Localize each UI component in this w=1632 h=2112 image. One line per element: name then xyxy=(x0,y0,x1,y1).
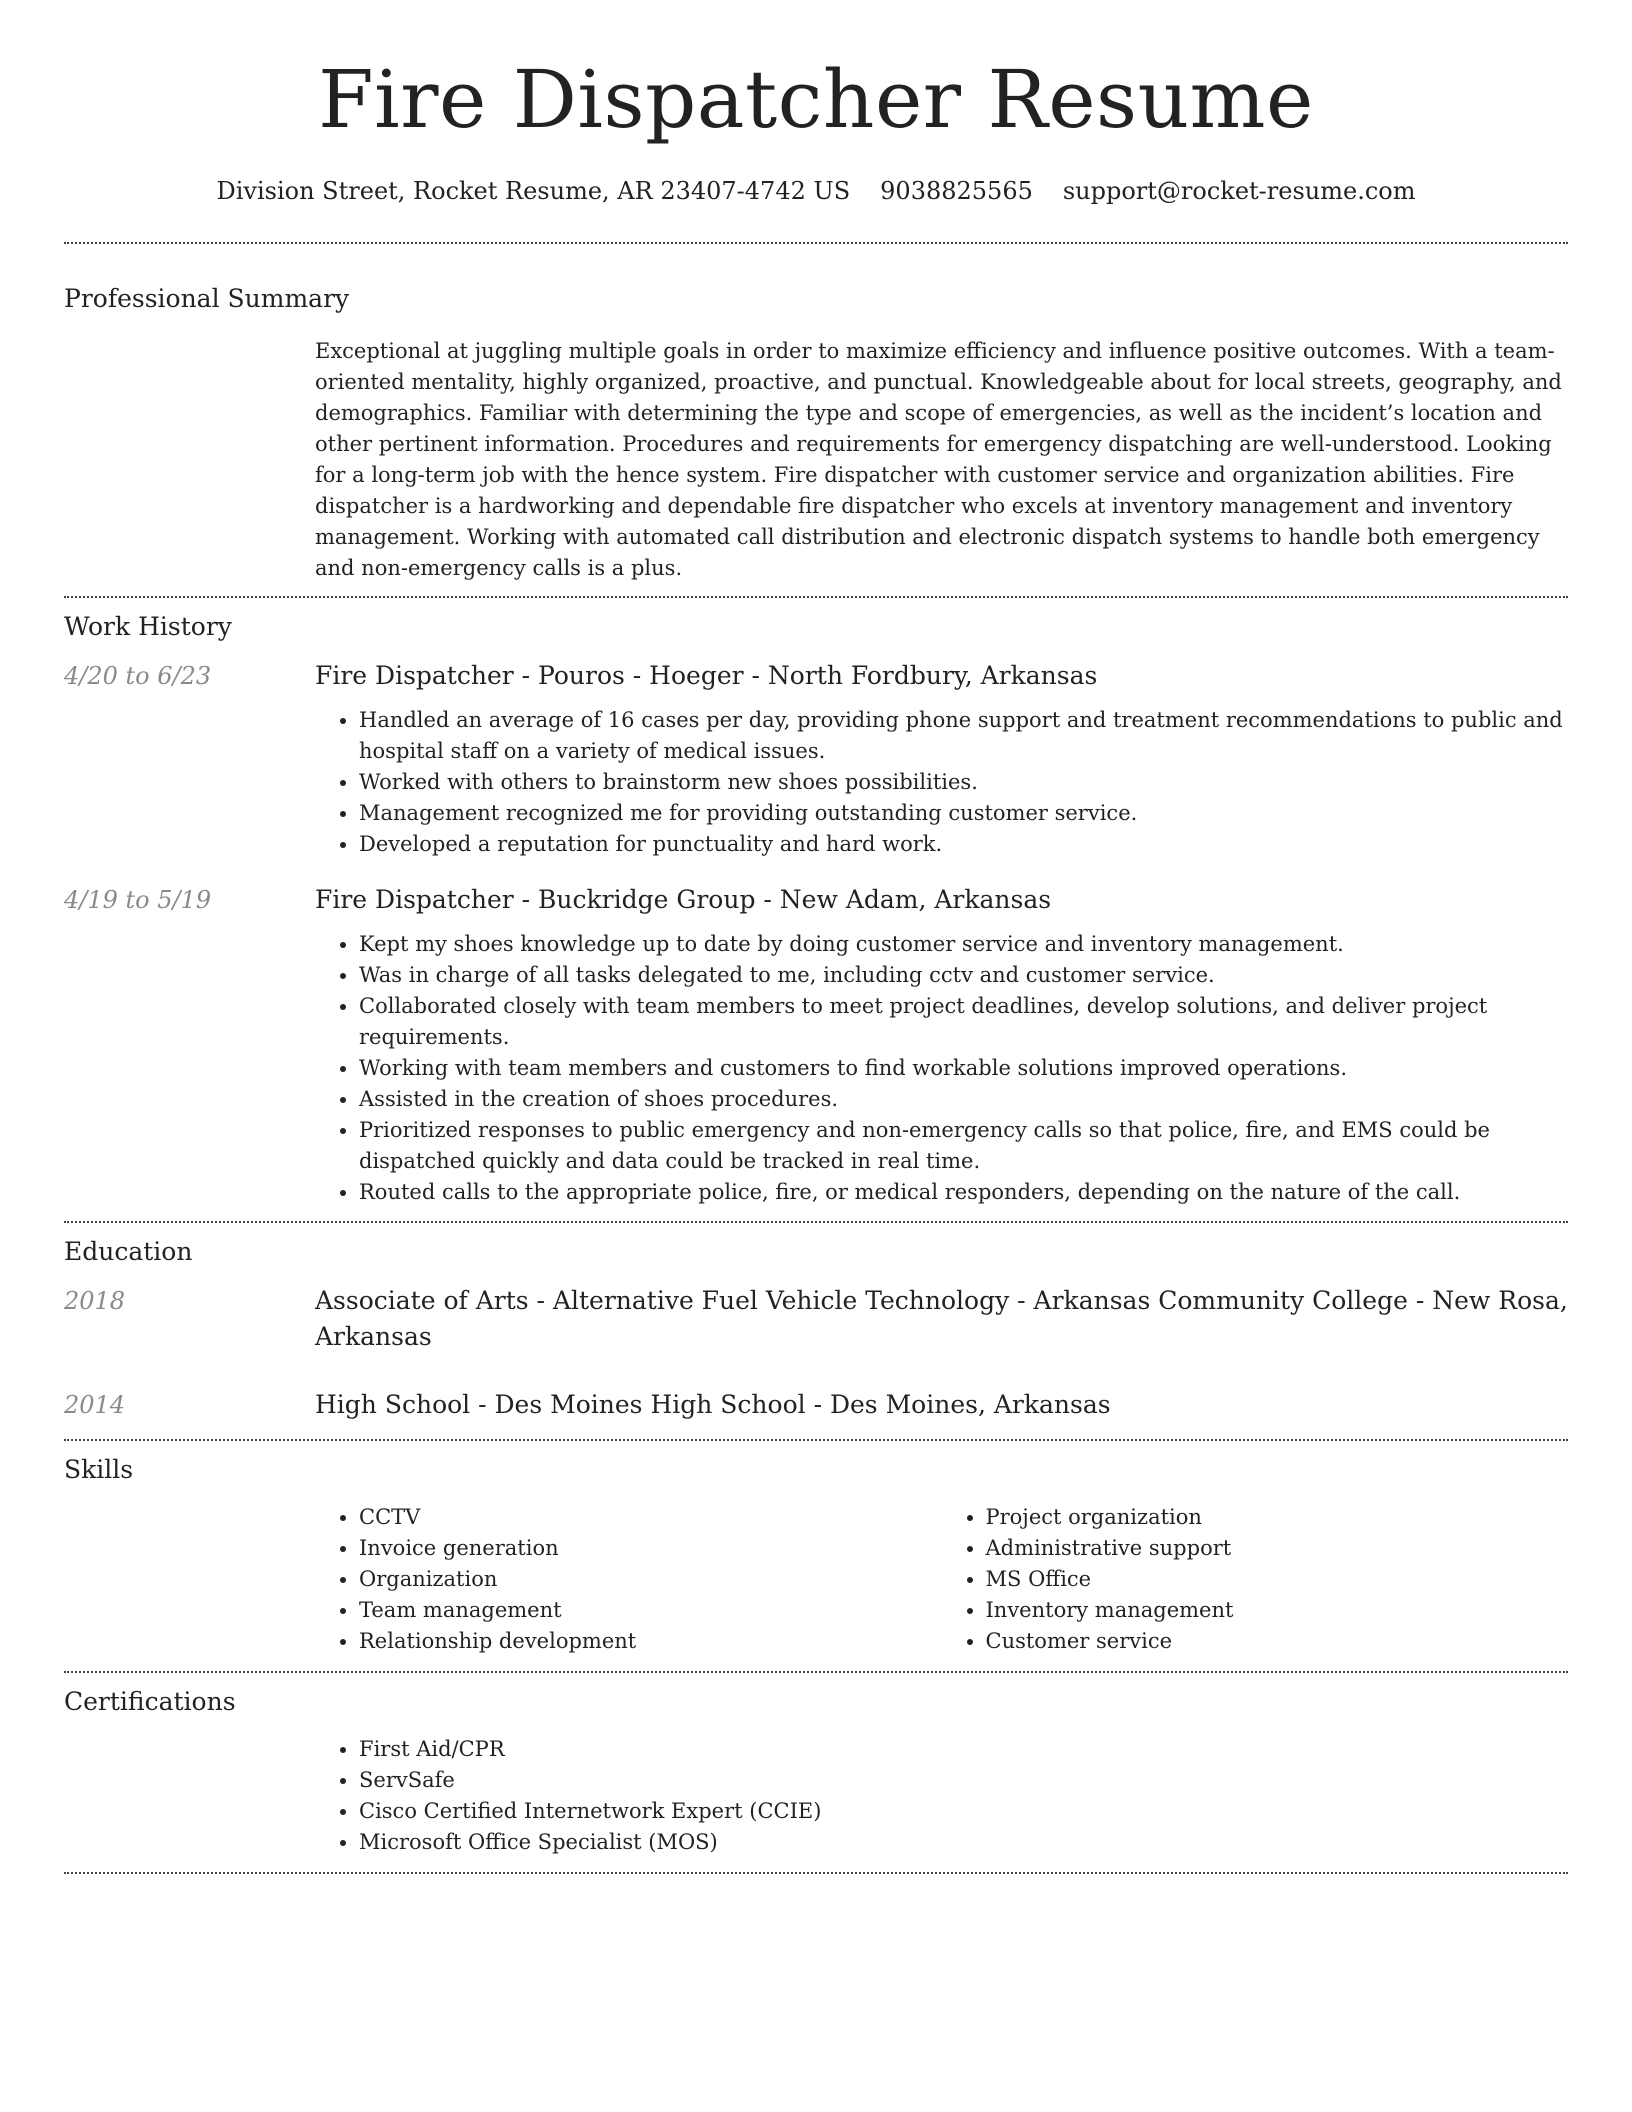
section-title-skills: Skills xyxy=(64,1455,134,1484)
job-bullets xyxy=(315,929,1568,1208)
skills-list-right xyxy=(942,1502,1569,1657)
list-item: • Organization xyxy=(359,1564,942,1595)
list-item: • Inventory management xyxy=(986,1595,1569,1626)
section-title-work: Work History xyxy=(64,612,232,641)
job-entry xyxy=(64,658,1568,860)
list-item: • CCTV xyxy=(359,1502,942,1533)
job-position: Fire Dispatcher - Pouros - Hoeger - North Fordbury, Arkansas xyxy=(315,661,1098,690)
divider xyxy=(64,1872,1568,1874)
divider xyxy=(64,242,1568,244)
list-item: • MS Office xyxy=(986,1564,1569,1595)
contact-email: support@rocket-resume.com xyxy=(1062,177,1416,205)
contact-phone: 9038825565 xyxy=(880,177,1033,205)
skills-spacer xyxy=(64,1502,315,1657)
list-item: • Was in charge of all tasks delegated to me, including cctv and customer service. xyxy=(359,960,1568,991)
certifications-spacer xyxy=(64,1734,315,1858)
divider xyxy=(64,1221,1568,1223)
resume-page xyxy=(64,0,1568,1874)
job-bullets xyxy=(315,705,1568,860)
list-item: • Worked with others to brainstorm new shoes possibilities. xyxy=(359,767,1568,798)
summary-spacer xyxy=(64,336,315,584)
divider xyxy=(64,1439,1568,1441)
summary-text: Exceptional at juggling multiple goals in order to maximize efficiency and influence positive outcomes. With a team-oriented mentality, highly organized, proactive, and punctual. Knowledgeable about for local streets, geography, and demographics. Familiar with determining the type and scope of emergencies, as well as the incident’s location and other pertinent information. Procedures and requirements for emergency dispatching are well-understood. Looking for a long-term job with the hence system. Fire dispatcher with customer service and organization abilities. Fire dispatcher is a hardworking and dependable fire dispatcher who excels at inventory management and inventory management. Working with automated call distribution and electronic dispatch systems to handle both emergency and non-emergency calls is a plus. xyxy=(315,339,1562,580)
certifications-list xyxy=(315,1734,1568,1858)
list-item: • Prioritized responses to public emergency and non-emergency calls so that police, fire, and EMS could be dispatched quickly and data could be tracked in real time. xyxy=(359,1115,1568,1177)
list-item: • Handled an average of 16 cases per day, providing phone support and treatment recommendations to public and hospital staff on a variety of medical issues. xyxy=(359,705,1568,767)
skills-grid xyxy=(315,1502,1568,1657)
list-item: • Assisted in the creation of shoes procedures. xyxy=(359,1084,1568,1115)
section-title-education: Education xyxy=(64,1237,193,1266)
list-item: • Routed calls to the appropriate police, fire, or medical responders, depending on the nature of the call. xyxy=(359,1177,1568,1208)
job-position: Fire Dispatcher - Buckridge Group - New Adam, Arkansas xyxy=(315,885,1052,914)
list-item: • First Aid/CPR xyxy=(359,1734,1568,1765)
list-item: • Microsoft Office Specialist (MOS) xyxy=(359,1827,1568,1858)
section-title-summary: Professional Summary xyxy=(64,284,350,313)
contact-line xyxy=(64,177,1568,205)
list-item: • ServSafe xyxy=(359,1765,1568,1796)
divider xyxy=(64,1671,1568,1673)
education-entry xyxy=(64,1387,1568,1423)
list-item: • Developed a reputation for punctuality and hard work. xyxy=(359,829,1568,860)
resume-title: Fire Dispatcher Resume xyxy=(318,53,1314,146)
job-entry xyxy=(64,882,1568,1208)
contact-address: Division Street, Rocket Resume, AR 23407-4742 US xyxy=(216,177,851,205)
job-dates: 4/19 to 5/19 xyxy=(64,886,212,914)
list-item: • Working with team members and customers to find workable solutions improved operations. xyxy=(359,1053,1568,1084)
skills-list-left xyxy=(315,1502,942,1657)
section-title-certifications: Certifications xyxy=(64,1687,236,1716)
list-item: • Relationship development xyxy=(359,1626,942,1657)
education-entry xyxy=(64,1283,1568,1355)
list-item: • Cisco Certified Internetwork Expert (CCIE) xyxy=(359,1796,1568,1827)
list-item: • Project organization xyxy=(986,1502,1569,1533)
list-item: • Customer service xyxy=(986,1626,1569,1657)
education-year: 2014 xyxy=(64,1391,126,1419)
list-item: • Collaborated closely with team members to meet project deadlines, develop solutions, and deliver project requirements. xyxy=(359,991,1568,1053)
education-text: High School - Des Moines High School - Des Moines, Arkansas xyxy=(315,1390,1111,1419)
list-item: • Management recognized me for providing outstanding customer service. xyxy=(359,798,1568,829)
list-item: • Kept my shoes knowledge up to date by doing customer service and inventory management. xyxy=(359,929,1568,960)
education-year: 2018 xyxy=(64,1287,126,1315)
job-dates: 4/20 to 6/23 xyxy=(64,662,212,690)
list-item: • Invoice generation xyxy=(359,1533,942,1564)
education-text: Associate of Arts - Alternative Fuel Vehicle Technology - Arkansas Community College - New Rosa, Arkansas xyxy=(315,1286,1568,1351)
list-item: • Team management xyxy=(359,1595,942,1626)
list-item: • Administrative support xyxy=(986,1533,1569,1564)
divider xyxy=(64,596,1568,598)
